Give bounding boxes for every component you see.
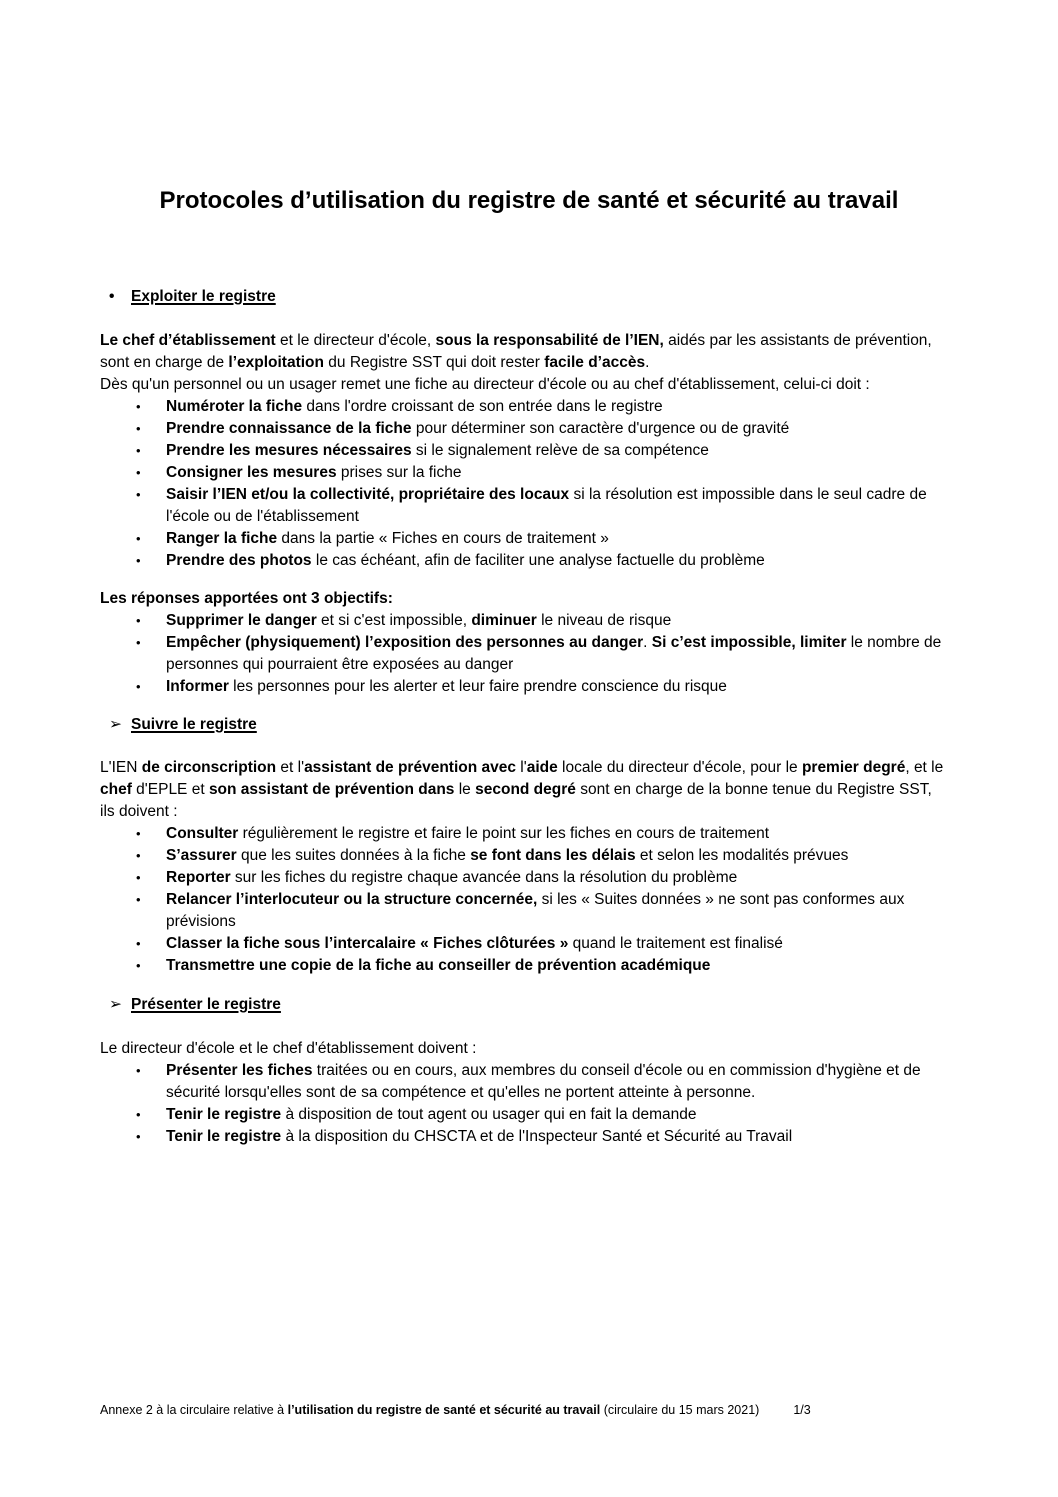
list-item-text: Empêcher (physiquement) l’exposition des personnes au danger. Si c’est impossible, limiter le nombre de personnes qui pourraient être exposées au danger <box>166 634 942 673</box>
bullet-icon: • <box>136 465 141 480</box>
list-item <box>100 1104 946 1126</box>
list-item-text: Saisir l’IEN et/ou la collectivité, propriétaire des locaux si la résolution est impossible dans le seul cadre de l'école ou de l'établissement <box>166 486 927 525</box>
list-item <box>100 484 946 528</box>
list-item-text: Numéroter la fiche dans l'ordre croissant de son entrée dans le registre <box>166 398 663 415</box>
list-item-text: Prendre les mesures nécessaires si le signalement relève de sa compétence <box>166 442 709 459</box>
list-item <box>100 845 946 867</box>
bullet-icon: • <box>136 487 141 502</box>
list-item-text: Informer les personnes pour les alerter et leur faire prendre conscience du risque <box>166 678 727 695</box>
list-item-text: S’assurer que les suites données à la fiche se font dans les délais et selon les modalités prévues <box>166 847 849 864</box>
page-number: 1/3 <box>793 1403 811 1417</box>
bullet-icon: • <box>136 958 141 973</box>
list-item-text: Prendre des photos le cas échéant, afin de faciliter une analyse factuelle du problème <box>166 552 765 569</box>
bullet-icon: • <box>136 1129 141 1144</box>
bullet-icon: • <box>136 399 141 414</box>
list-item <box>100 462 946 484</box>
bullet-icon: • <box>136 443 141 458</box>
list-item-text: Relancer l’interlocuteur ou la structure concernée, si les « Suites données » ne sont pas conformes aux prévisions <box>166 891 905 930</box>
list-item <box>100 867 946 889</box>
bullet-icon: • <box>136 848 141 863</box>
list-item-text: Prendre connaissance de la fiche pour déterminer son caractère d'urgence ou de gravité <box>166 420 790 437</box>
list-item-text: Supprimer le danger et si c'est impossible, diminuer le niveau de risque <box>166 612 672 629</box>
arrow-bullet-icon: ➢ <box>109 996 122 1013</box>
list-item <box>100 440 946 462</box>
paragraph-exploiter-intro: Le chef d’établissement et le directeur d'école, sous la responsabilité de l’IEN, aidés par les assistants de prévention, sont en charge de l’exploitation du Registre SST qui doit rester facile d’accès. Dès qu'un personnel ou un usager remet une fiche au directeur d'école ou au chef d'établissement, celui-ci doit : <box>100 332 932 393</box>
paragraph-objectives-heading: Les réponses apportées ont 3 objectifs: <box>100 590 393 607</box>
section-heading-label: Exploiter le registre <box>131 288 276 305</box>
section-heading-exploiter <box>100 286 946 308</box>
bullet-icon: • <box>109 288 115 305</box>
bullet-icon: • <box>136 936 141 951</box>
page-title: Protocoles d’utilisation du registre de santé et sécurité au travail <box>159 187 899 214</box>
list-item <box>100 889 946 933</box>
list-item <box>100 823 946 845</box>
bullet-icon: • <box>136 679 141 694</box>
bullet-list-exploiter <box>100 396 946 572</box>
list-item-text: Classer la fiche sous l’intercalaire « Fiches clôturées » quand le traitement est finalisé <box>166 935 783 952</box>
list-item-text: Consigner les mesures prises sur la fiche <box>166 464 462 481</box>
bullet-list-presenter <box>100 1060 946 1148</box>
arrow-bullet-icon: ➢ <box>109 716 122 733</box>
bullet-icon: • <box>136 613 141 628</box>
list-item <box>100 933 946 955</box>
list-item-text: Tenir le registre à la disposition du CHSCTA et de l'Inspecteur Santé et Sécurité au Travail <box>166 1128 793 1145</box>
bullet-icon: • <box>136 553 141 568</box>
section-heading-label: Suivre le registre <box>131 716 257 733</box>
footer-annotation: Annexe 2 à la circulaire relative à l’utilisation du registre de santé et sécurité au travail (circulaire du 15 mars 2021) <box>100 1403 760 1417</box>
list-item <box>100 550 946 572</box>
list-item-text: Reporter sur les fiches du registre chaque avancée dans la résolution du problème <box>166 869 738 886</box>
section-heading-suivre <box>100 714 946 736</box>
bullet-icon: • <box>136 1063 141 1078</box>
list-item <box>100 955 946 977</box>
list-item <box>100 1126 946 1148</box>
list-item <box>100 396 946 418</box>
bullet-icon: • <box>136 892 141 907</box>
bullet-list-objectives <box>100 610 946 698</box>
bullet-icon: • <box>136 531 141 546</box>
list-item-text: Ranger la fiche dans la partie « Fiches en cours de traitement » <box>166 530 609 547</box>
document-body <box>0 286 1058 1148</box>
list-item-text: Transmettre une copie de la fiche au conseiller de prévention académique <box>166 957 711 974</box>
list-item <box>100 1060 946 1104</box>
bullet-icon: • <box>136 826 141 841</box>
list-item-text: Consulter régulièrement le registre et faire le point sur les fiches en cours de traitement <box>166 825 770 842</box>
paragraph-presenter-intro: Le directeur d'école et le chef d'établissement doivent : <box>100 1040 477 1057</box>
list-item <box>100 676 946 698</box>
list-item <box>100 418 946 440</box>
bullet-list-suivre <box>100 823 946 977</box>
bullet-icon: • <box>136 870 141 885</box>
list-item-text: Tenir le registre à disposition de tout agent ou usager qui en fait la demande <box>166 1106 697 1123</box>
list-item <box>100 632 946 676</box>
paragraph-suivre-intro: L'IEN de circonscription et l'assistant de prévention avec l'aide locale du directeur d'école, pour le premier degré, et le chef d'EPLE et son assistant de prévention dans le second degré sont en charge de la bonne tenue du Registre SST, ils doivent : <box>100 759 944 820</box>
bullet-icon: • <box>136 1107 141 1122</box>
list-item <box>100 610 946 632</box>
bullet-icon: • <box>136 421 141 436</box>
bullet-icon: • <box>136 635 141 650</box>
section-heading-label: Présenter le registre <box>131 996 281 1013</box>
list-item <box>100 528 946 550</box>
list-item-text: Présenter les fiches traitées ou en cours, aux membres du conseil d'école ou en commission d'hygiène et de sécurité lorsqu'elles sont de sa compétence et qu'elles ne portent atteinte à personne. <box>166 1062 921 1101</box>
page-footer <box>100 1402 946 1418</box>
section-heading-presenter <box>100 994 946 1016</box>
